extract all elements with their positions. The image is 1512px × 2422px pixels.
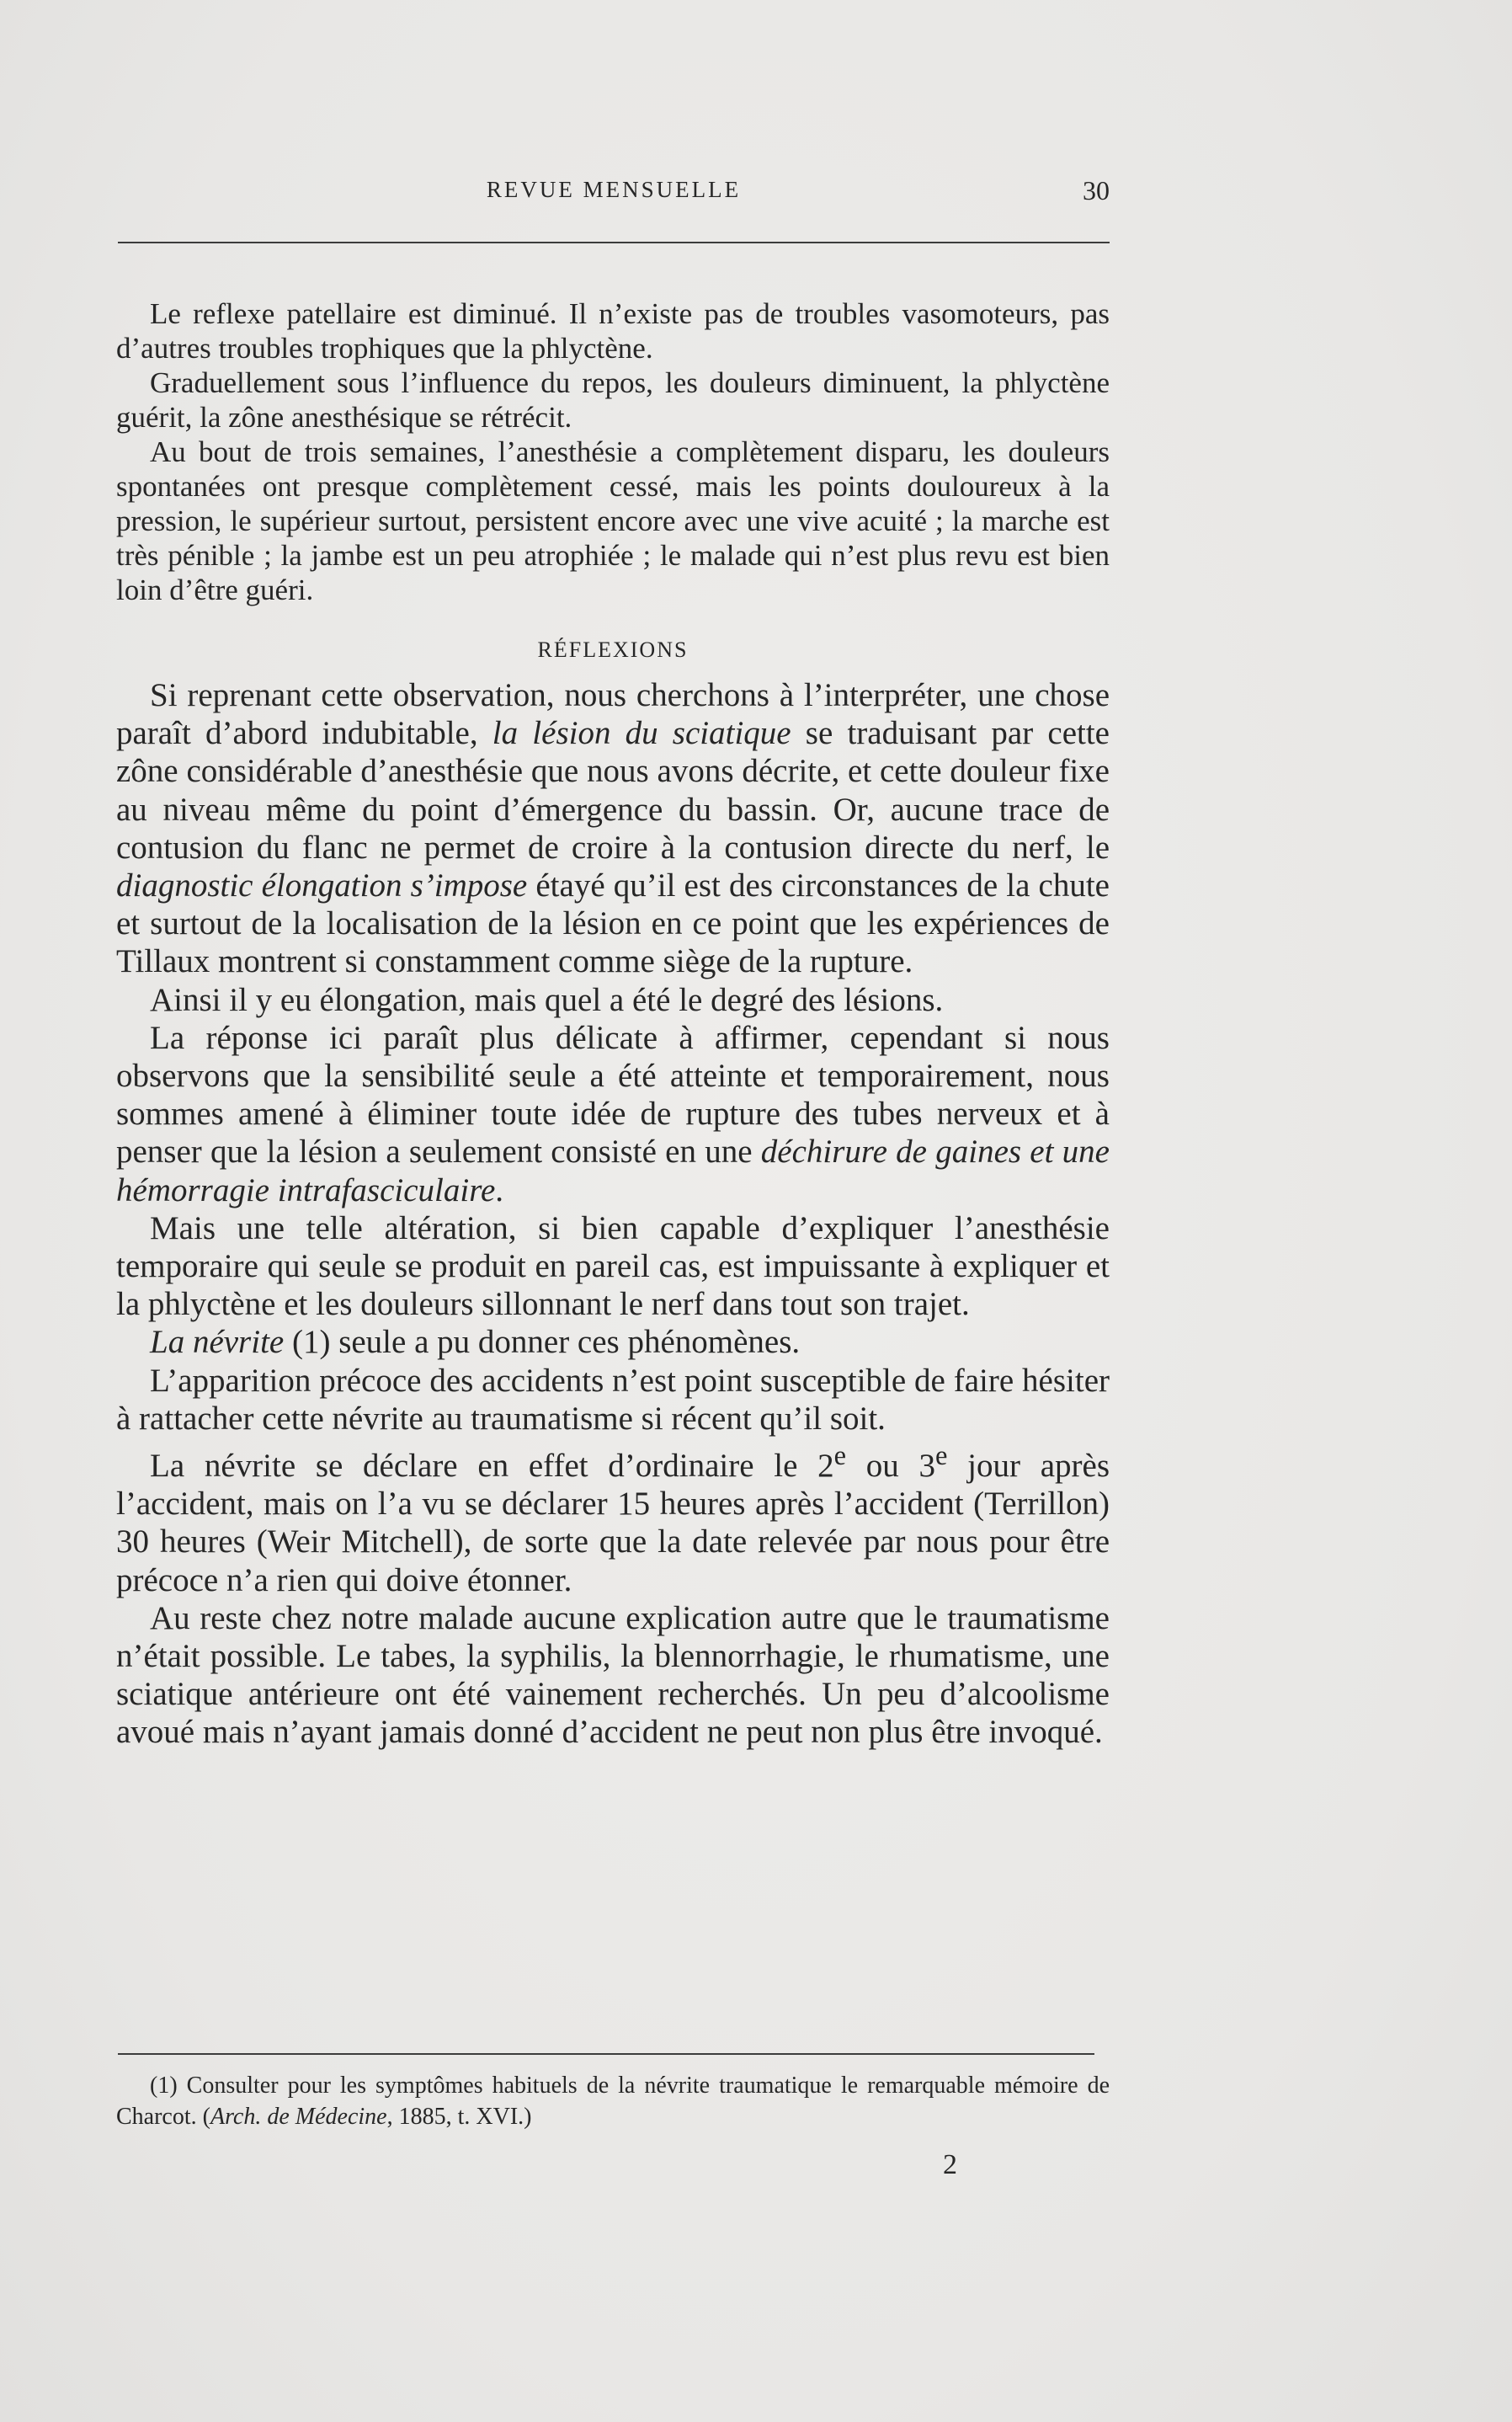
italic-run: déchirure de gaines et une hémorragie intrafasciculaire <box>116 1134 1110 1208</box>
paragraph <box>116 1323 1110 1361</box>
superscript: e <box>833 1441 847 1472</box>
signature-mark: 2 <box>943 2149 957 2180</box>
paragraph <box>116 1438 1110 1599</box>
running-head: REVUE MENSUELLE <box>486 177 742 202</box>
paragraph: Ainsi il y eu élongation, mais quel a été le degré des lésions. <box>150 981 944 1018</box>
italic-run: diagnostic élongation s’impose <box>116 867 528 904</box>
page-number: 30 <box>1083 175 1110 205</box>
text-run: La névrite se déclare en effet d’ordinaire le 2 <box>150 1448 834 1485</box>
text-run: (1) seule a pu donner ces phénomènes. <box>284 1324 801 1361</box>
paragraph: Mais une telle altération, si bien capable d’expliquer l’anesthésie temporaire qui seule se produit en pareil cas, est impuissante à expliquer et la phlyctène et les douleurs sillonnant le nerf dans tout son trajet. <box>116 1209 1110 1323</box>
footnote <box>116 2070 1110 2132</box>
text-run: . <box>495 1171 504 1208</box>
text-run: ou 3 <box>846 1448 936 1485</box>
text-run: jour après l’accident, mais on l’a vu se déclarer 15 heures après l’accident (Terrillon) 30 heures (Weir Mitchell), de sorte que la date relevée par nous pour être précoce n’a rien qui doive étonner. <box>116 1448 1110 1598</box>
paragraph: Au bout de trois semaines, l’anesthésie a complètement disparu, les douleurs spontanées ont presque complètement cessé, mais les points douloureux à la pression, le supérieur surtout, persistent encore avec une vive acuité ; la marche est très pénible ; la jambe est un peu atrophiée ; le malade qui n’est plus revu est bien loin d’être guéri. <box>116 435 1110 606</box>
italic-run: La névrite <box>150 1324 285 1361</box>
section-title: RÉFLEXIONS <box>537 638 689 662</box>
italic-run: la lésion du sciatique <box>492 715 791 752</box>
paragraph: Le reflexe patellaire est diminué. Il n’existe pas de troubles vasomoteurs, pas d’autres troubles trophiques que la phlyctène. <box>116 297 1110 365</box>
page-header <box>118 177 1110 211</box>
text-run: La réponse ici paraît plus délicate à affirmer, cependant si nous observons que la sensibilité seule a été atteinte et temporairement, nous sommes amené à éliminer toute idée de rupture des tubes nerveux et à penser que la lésion a seulement consisté en une <box>116 1019 1110 1171</box>
paragraph: Au reste chez notre malade aucune explication autre que le traumatisme n’était possible. Le tabes, la syphilis, la blennorrhagie, le rhumatisme, une sciatique antérieure ont été vainement recherchés. Un peu d’alcoolisme avoué mais n’ayant jamais donné d’accident ne peut non plus être invoqué. <box>116 1599 1110 1751</box>
text-run: Si reprenant cette observation, nous cherchons à l’interpréter, une chose paraît d’abord indubitable, <box>116 677 1110 752</box>
paragraph: Graduellement sous l’influence du repos, les douleurs diminuent, la phlyctène guérit, la zône anesthésique se rétrécit. <box>116 366 1110 434</box>
paragraph: L’apparition précoce des accidents n’est point susceptible de faire hésiter à rattacher cette névrite au traumatisme si récent qu’il soit. <box>116 1362 1110 1437</box>
footnote-rule <box>118 2053 1094 2055</box>
text-run: , 1885, t. XVI.) <box>386 2104 532 2130</box>
superscript: e <box>935 1441 948 1472</box>
text-run: étayé qu’il est des circonstances de la chute et surtout de la localisation de la lésion en ce point que les expériences de Tillaux montrent si constamment comme siège de la rupture. <box>116 867 1110 980</box>
paragraph <box>116 1019 1110 1209</box>
body-text <box>116 296 1110 1752</box>
italic-run: Arch. de Médecine <box>210 2104 387 2130</box>
text-run: se traduisant par cette zône considérable d’anesthésie que nous avons décrite, et cette douleur fixe au niveau même du point d’émergence du bassin. Or, aucune trace de contusion du flanc ne permet de croire à la contusion directe du nerf, le <box>116 715 1110 866</box>
paragraph <box>116 676 1110 981</box>
header-rule <box>118 242 1110 243</box>
text-run: (1) Consulter pour les symptômes habituels de la névrite traumatique le remarquable mémoire de Charcot. ( <box>116 2073 1110 2130</box>
